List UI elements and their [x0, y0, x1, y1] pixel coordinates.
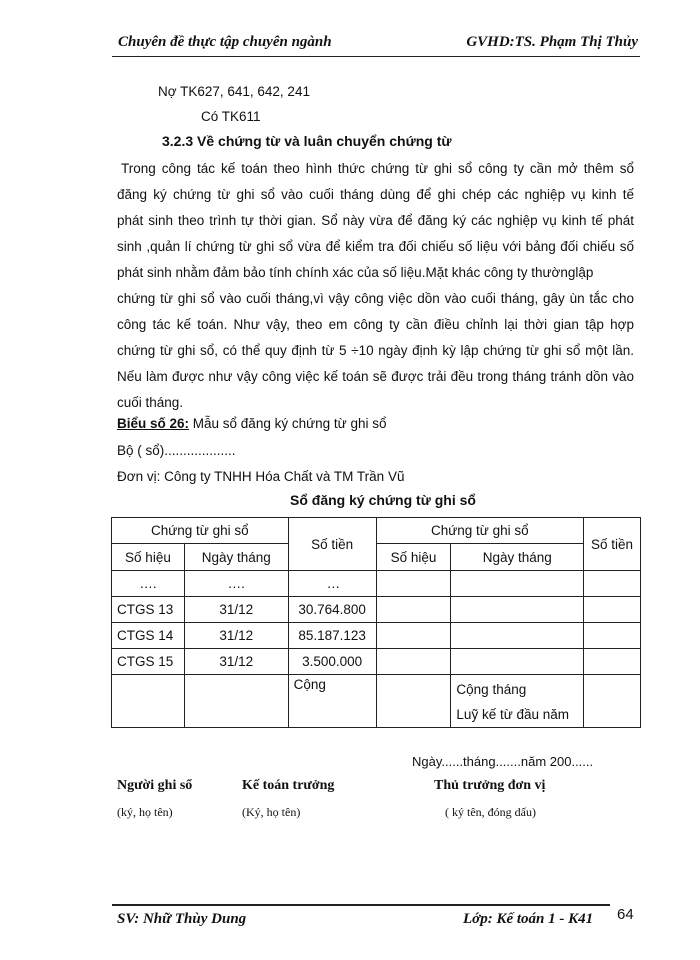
paragraph-line: phát sinh theo trình tự thời gian. Sổ này vừa để đăng ký các nghiệp vụ kinh tế phát: [117, 213, 634, 228]
group-header-right: Chứng từ ghi sổ: [376, 518, 583, 544]
signature-title-head: Thủ trưởng đơn vị: [434, 778, 546, 793]
paragraph-line: sinh ,quản lí chứng từ ghi sổ vừa để kiểm tra đối chiếu số liệu với bảng đối chiếu số: [117, 239, 634, 254]
signature-title-recorder: Người ghi sổ: [117, 778, 193, 793]
table-title: Sổ đăng ký chứng từ ghi sổ: [290, 492, 476, 508]
empty-cell: [376, 675, 451, 728]
row-date: 31/12: [184, 597, 288, 623]
form-label: Biểu số 26:: [117, 416, 190, 431]
empty-cell: [584, 597, 641, 623]
row-amount: 3.500.000: [288, 649, 376, 675]
empty-cell: [376, 623, 451, 649]
empty-cell: [451, 649, 584, 675]
ministry-line: Bộ ( sổ)...................: [117, 443, 236, 458]
header-rule: [112, 56, 640, 57]
total-label: Cộng: [288, 675, 376, 728]
page-number: 64: [617, 906, 634, 923]
empty-cell: [112, 675, 185, 728]
empty-cell: [451, 623, 584, 649]
table-row: [112, 649, 641, 675]
paragraph-line: công tác kế toán. Như vậy, theo em công ty cần điều chỉnh lại thời gian tập hợp: [117, 317, 634, 332]
signature-note-chief-accountant: (Ký, họ tên): [242, 805, 301, 819]
empty-cell: [451, 571, 584, 597]
row-date: ….: [184, 571, 288, 597]
signature-note-recorder: (ký, họ tên): [117, 805, 173, 819]
row-number: CTGS 15: [112, 649, 185, 675]
register-table: [111, 517, 641, 728]
paragraph-line: Nếu làm được như vậy công việc kế toán sẽ được trải đều trong tháng tránh dồn vào: [117, 369, 634, 384]
empty-cell: [451, 597, 584, 623]
paragraph-line: đăng ký chứng từ ghi sổ vào cuối tháng dùng để ghi chép các nghiệp vụ kinh tế: [117, 187, 634, 202]
amount-header-right: Số tiền: [584, 518, 641, 571]
row-amount: 30.764.800: [288, 597, 376, 623]
row-number: CTGS 13: [112, 597, 185, 623]
unit-line: Đơn vị: Công ty TNHH Hóa Chất và TM Trần Vũ: [117, 469, 405, 484]
form-caption: [117, 416, 386, 431]
empty-cell: [584, 675, 641, 728]
date-header-left: Ngày tháng: [184, 544, 288, 571]
table-row: [112, 571, 641, 597]
row-amount: 85.187.123: [288, 623, 376, 649]
total-cumulative-label: Luỹ kế từ đầu năm: [456, 707, 570, 722]
date-line: Ngày......tháng.......năm 200......: [412, 754, 594, 769]
row-amount: …: [288, 571, 376, 597]
row-number: ….: [112, 571, 185, 597]
header-left: Chuyên đề thực tập chuyên ngành: [118, 34, 332, 50]
form-title: Mẫu sổ đăng ký chứng từ ghi sổ: [189, 416, 387, 431]
footer-left: SV: Nhữ Thùy Dung: [117, 911, 247, 927]
signature-title-chief-accountant: Kế toán trưởng: [242, 778, 335, 793]
number-header-left: Số hiệu: [112, 544, 185, 571]
section-title: 3.2.3 Về chứng từ và luân chuyển chứng từ: [162, 133, 452, 149]
table-total-row: [112, 675, 641, 728]
paragraph-line: phát sinh nhằm đảm bảo tính chính xác của số liệu.Mặt khác công ty thườnglập: [117, 265, 594, 280]
row-date: 31/12: [184, 649, 288, 675]
amount-header-left: Số tiền: [288, 518, 376, 571]
number-header-right: Số hiệu: [376, 544, 451, 571]
paragraph-line: chứng từ ghi sổ, có thể quy định từ 5 ÷10 ngày định kỳ lập chứng từ ghi sổ một lần.: [117, 343, 634, 358]
footer-right: Lớp: Kế toán 1 - K41: [463, 911, 594, 927]
empty-cell: [584, 649, 641, 675]
empty-cell: [584, 571, 641, 597]
empty-cell: [376, 597, 451, 623]
footer-rule: [112, 904, 610, 906]
credit-entry: Có TK611: [201, 109, 261, 124]
body-paragraph: [117, 156, 634, 416]
signature-note-head: ( ký tên, đóng dấu): [445, 805, 536, 819]
empty-cell: [584, 623, 641, 649]
paragraph-line: cuối tháng.: [117, 395, 184, 410]
table-subheader-row: [112, 544, 641, 571]
table-header-row: [112, 518, 641, 544]
row-date: 31/12: [184, 623, 288, 649]
table-row: [112, 597, 641, 623]
total-labels-right: [451, 675, 584, 728]
row-number: CTGS 14: [112, 623, 185, 649]
paragraph-line: chứng từ ghi sổ vào cuối tháng,vì vậy công việc dồn vào cuối tháng, gây ùn tắc cho: [117, 291, 634, 306]
header-right: GVHD:TS. Phạm Thị Thủy: [466, 34, 638, 50]
empty-cell: [184, 675, 288, 728]
table-row: [112, 623, 641, 649]
debit-entry: Nợ TK627, 641, 642, 241: [158, 84, 310, 99]
group-header-left: Chứng từ ghi sổ: [112, 518, 289, 544]
paragraph-line: Trong công tác kế toán theo hình thức chứng từ ghi sổ công ty cần mở thêm sổ: [121, 161, 634, 176]
total-month-label: Cộng tháng: [456, 682, 527, 697]
date-header-right: Ngày tháng: [451, 544, 584, 571]
empty-cell: [376, 571, 451, 597]
empty-cell: [376, 649, 451, 675]
